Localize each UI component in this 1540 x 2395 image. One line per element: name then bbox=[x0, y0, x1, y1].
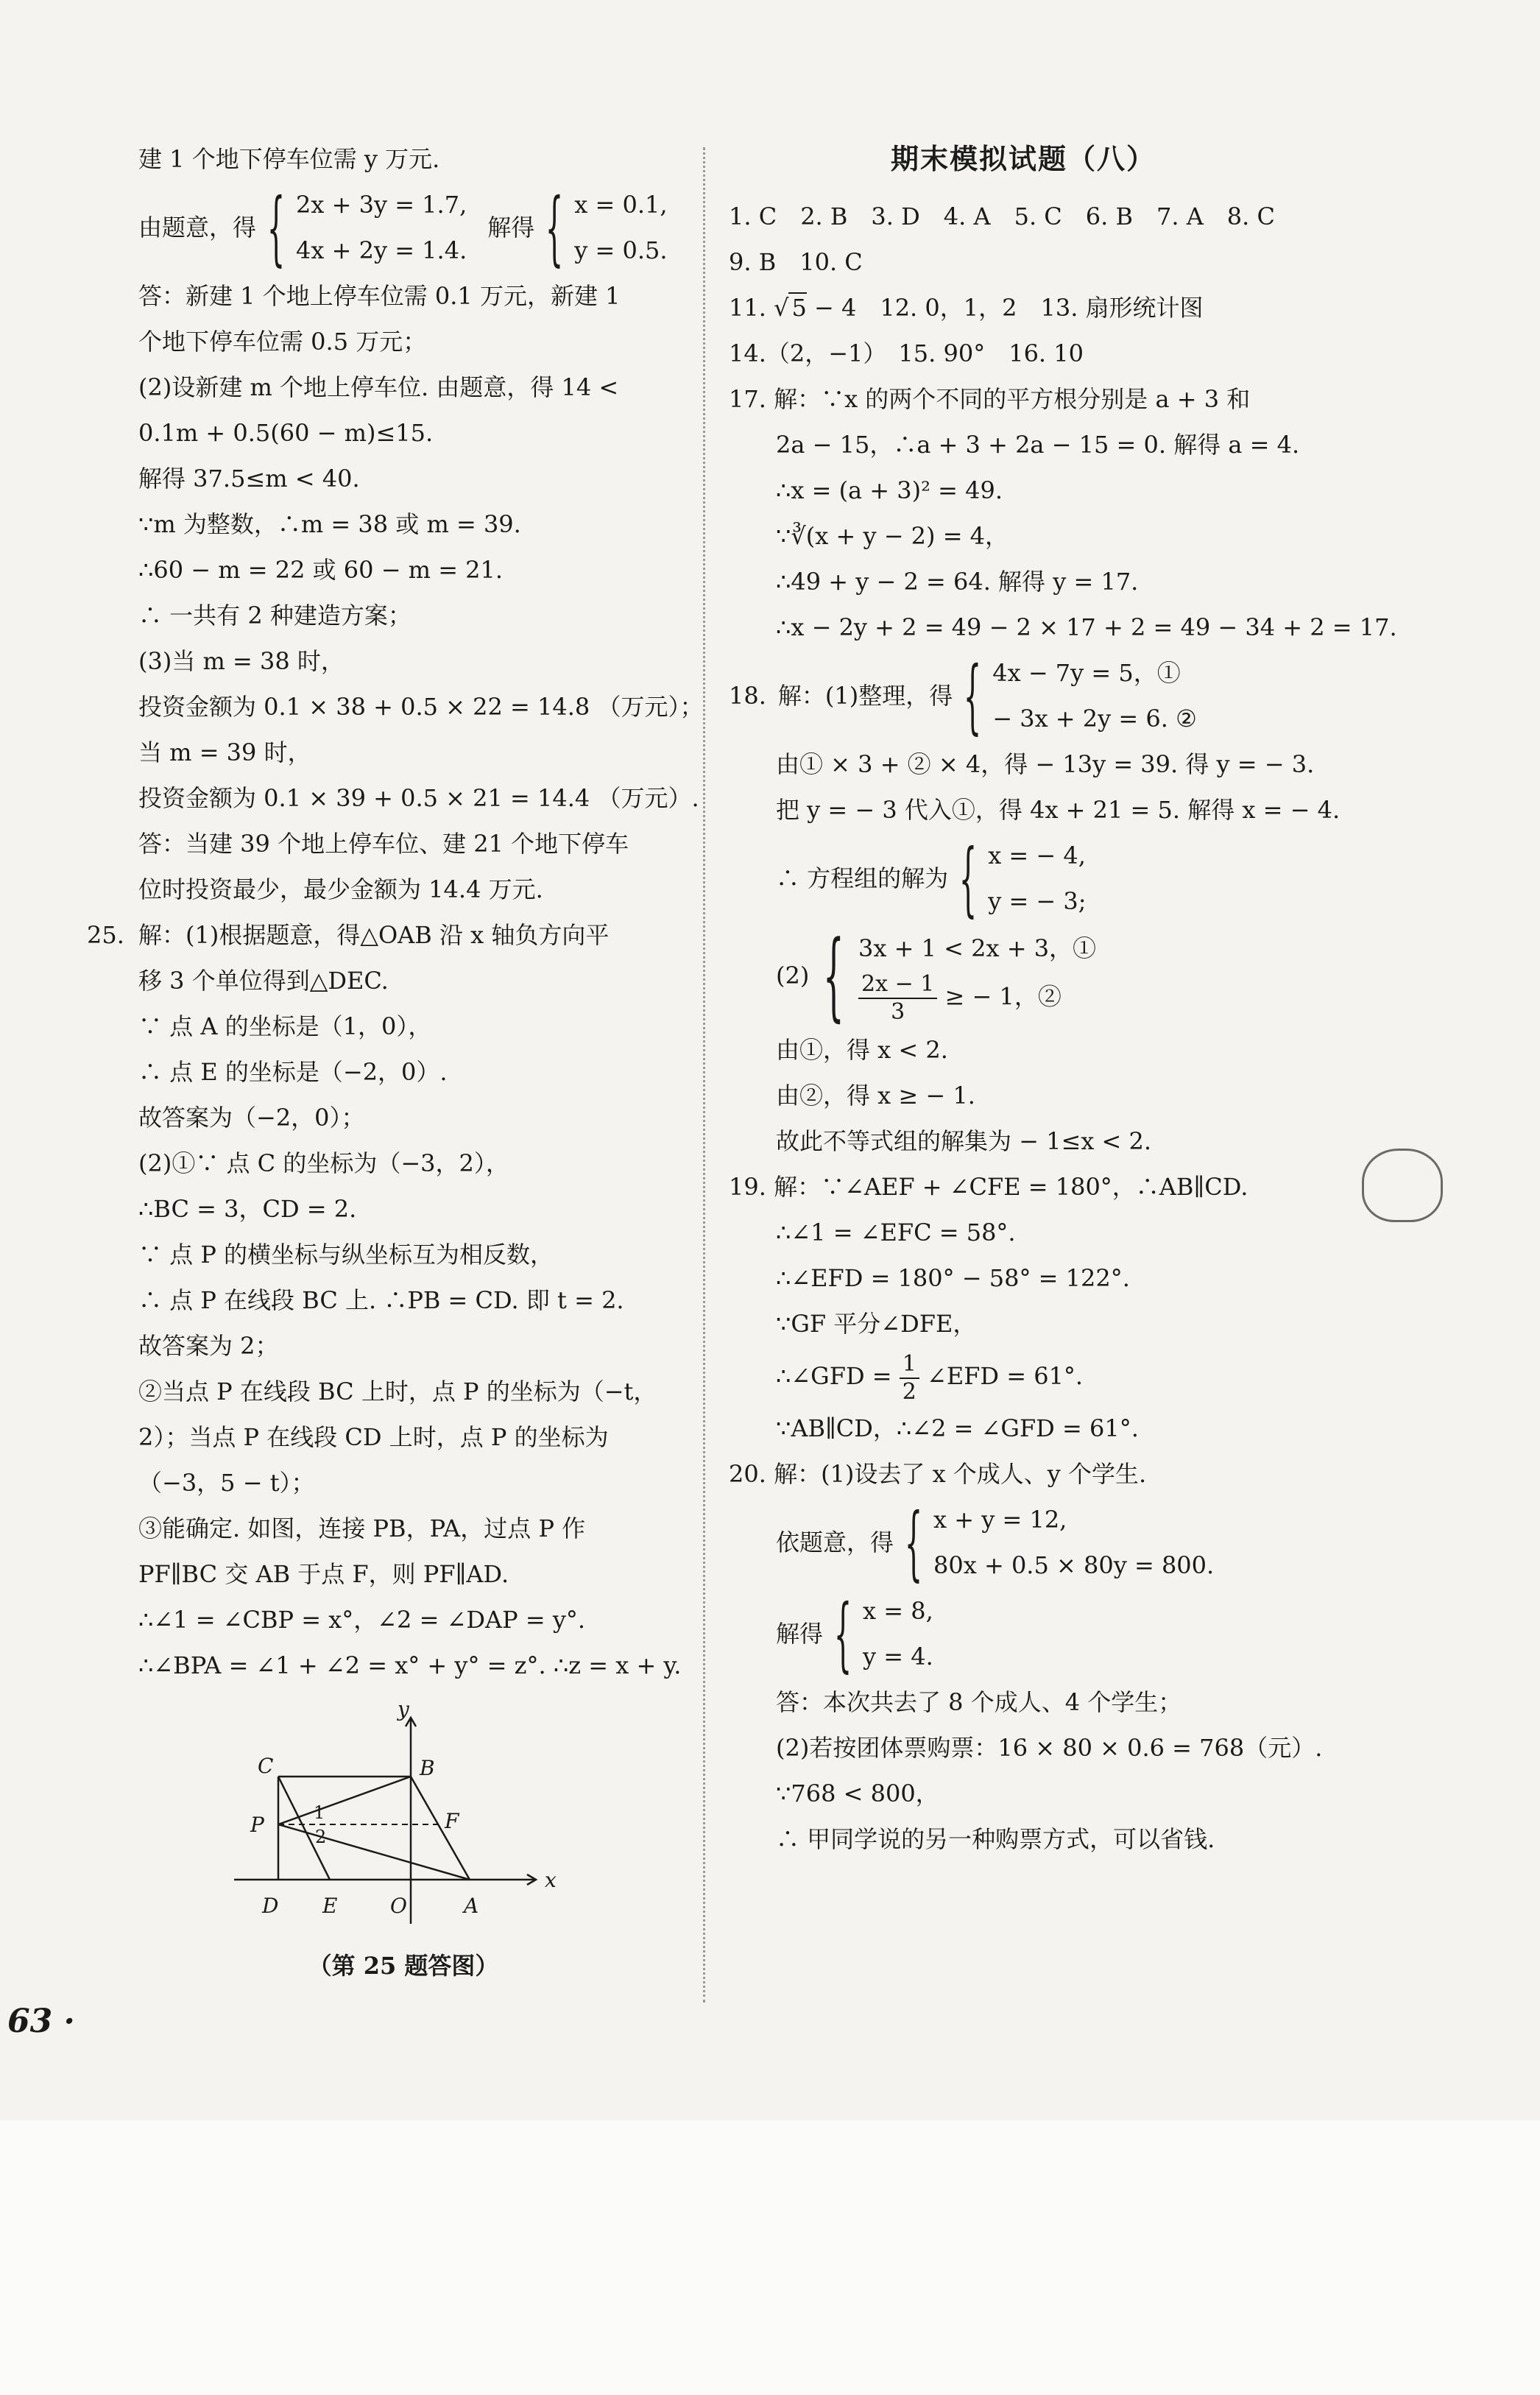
text-line: 由②，得 x ≥ − 1. bbox=[776, 1082, 975, 1110]
equation: 4x + 2y = 1.4. bbox=[296, 236, 467, 264]
text: ∠EFD = 61°. bbox=[919, 1362, 1084, 1390]
text: 11. bbox=[729, 294, 774, 322]
segment-pb bbox=[278, 1777, 411, 1824]
text-line: ③能确定. 如图，连接 PB，PA，过点 P 作 bbox=[138, 1514, 586, 1542]
brace: { bbox=[958, 831, 978, 925]
equation: x = 0.1, bbox=[574, 191, 668, 219]
brace: { bbox=[545, 180, 564, 275]
text: 解：(1)根据题意，得△OAB 沿 x 轴负方向平 bbox=[138, 921, 610, 949]
label-f: F bbox=[445, 1809, 459, 1833]
text-line: 故此不等式组的解集为 − 1≤x < 2. bbox=[776, 1127, 1152, 1155]
text-line: 投资金额为 0.1 × 38 + 0.5 × 22 = 14.8 （万元）； bbox=[138, 693, 704, 721]
equation-system bbox=[138, 182, 668, 273]
blank-margin bbox=[0, 2120, 1540, 2395]
text-line: 由① × 3 + ② × 4，得 − 13y = 39. 得 y = − 3. bbox=[776, 750, 1315, 778]
radicand: 5 bbox=[788, 292, 806, 322]
text-line: ∴ 一共有 2 种建造方案； bbox=[138, 602, 412, 629]
brace: { bbox=[823, 920, 845, 1031]
text-line: 解得 37.5≤m < 40. bbox=[138, 465, 360, 493]
text-line: 故答案为（−2，0）； bbox=[138, 1104, 365, 1132]
text-line: ∵m 为整数，∴m = 38 或 m = 39. bbox=[138, 510, 521, 538]
text-line: 2）；当点 P 在线段 CD 上时，点 P 的坐标为 bbox=[138, 1423, 609, 1451]
text-line: ∴BC = 3，CD = 2. bbox=[138, 1195, 357, 1223]
label-d: D bbox=[262, 1894, 279, 1918]
text: 由题意，得 bbox=[138, 214, 257, 241]
text-line: (2)①∵ 点 C 的坐标为（−3，2）， bbox=[138, 1149, 509, 1177]
text-line: ∴49 + y − 2 = 64. 解得 y = 17. bbox=[776, 568, 1139, 596]
text-line: 由①，得 x < 2. bbox=[776, 1036, 948, 1064]
text-line: 0.1m + 0.5(60 − m)≤15. bbox=[138, 419, 434, 447]
text-line: ∴∠1 = ∠EFC = 58°. bbox=[776, 1218, 1016, 1246]
question-18 bbox=[729, 650, 1318, 741]
text: 依题意，得 bbox=[776, 1528, 894, 1556]
geometry-figure bbox=[227, 1703, 573, 1939]
text: ∴ 方程组的解为 bbox=[776, 864, 949, 892]
brace: { bbox=[904, 1495, 923, 1590]
text-line: 1. C 2. B 3. D 4. A 5. C 6. B 7. A 8. C bbox=[729, 202, 1275, 230]
solution-system bbox=[776, 833, 1318, 924]
text-line: ∴ 点 E 的坐标是（−2，0）. bbox=[138, 1058, 448, 1086]
equation: x = − 4, bbox=[988, 842, 1086, 870]
text-line: ∵GF 平分∠DFE， bbox=[776, 1310, 977, 1338]
equation: 80x + 0.5 × 80y = 800. bbox=[933, 1551, 1215, 1579]
equation: y = 4. bbox=[863, 1643, 933, 1671]
question-number: 25. bbox=[87, 921, 124, 949]
label-e: E bbox=[322, 1894, 338, 1918]
text-line: ∵768 < 800， bbox=[776, 1780, 939, 1807]
text-line: ②当点 P 在线段 BC 上时，点 P 的坐标为（−t， bbox=[138, 1378, 657, 1405]
question-number: 19. bbox=[729, 1173, 766, 1201]
text: 解得 bbox=[776, 1620, 824, 1648]
text-line: 2a − 15，∴a + 3 + 2a − 15 = 0. 解得 a = 4. bbox=[776, 431, 1300, 459]
text-line: 答：本次共去了 8 个成人、4 个学生； bbox=[776, 1688, 1182, 1716]
right-column bbox=[729, 136, 1397, 1862]
question-25 bbox=[87, 912, 668, 958]
stamp-icon bbox=[1362, 1149, 1443, 1222]
text-line: 11. √ 5 − 4 12. 0，1，2 13. 扇形统计图 bbox=[729, 294, 1204, 322]
label-b: B bbox=[420, 1756, 435, 1780]
text-line: 答：当建 39 个地上停车位、建 21 个地下停车 bbox=[138, 830, 629, 858]
text-line: （−3，5 − t）； bbox=[138, 1469, 315, 1497]
equation: y = 0.5. bbox=[574, 236, 668, 264]
text-line: ∴∠BPA = ∠1 + ∠2 = x° + y° = z°. ∴z = x + y. bbox=[138, 1651, 682, 1679]
equation: − 3x + 2y = 6. ② bbox=[992, 705, 1197, 733]
equation: y = − 3; bbox=[988, 887, 1087, 915]
angle-1-label: 1 bbox=[314, 1802, 325, 1823]
text-line bbox=[776, 1347, 1318, 1405]
text-line: PF∥BC 交 AB 于点 F，则 PF∥AD. bbox=[138, 1560, 509, 1588]
text-line: 个地下停车位需 0.5 万元； bbox=[138, 328, 427, 356]
label-c: C bbox=[258, 1754, 274, 1778]
question-number: 18. bbox=[729, 682, 766, 710]
equation: x = 8, bbox=[863, 1597, 933, 1625]
text-line: 故答案为 2； bbox=[138, 1332, 279, 1360]
question-17 bbox=[729, 376, 1318, 422]
equation: 2x + 3y = 1.7, bbox=[296, 191, 467, 219]
inequality: $\frac{2x - 1}{3}$ ≥ − 1，② bbox=[858, 971, 1096, 1026]
text-line: (2)若按团体票购票：16 × 80 × 0.6 = 768（元）. bbox=[776, 1734, 1323, 1762]
text: 解：∵∠AEF + ∠CFE = 180°，∴AB∥CD. bbox=[774, 1173, 1248, 1201]
label-x: x bbox=[545, 1868, 557, 1892]
segment-ba bbox=[411, 1777, 470, 1880]
text-line: 位时投资最少，最少金额为 14.4 万元. bbox=[138, 875, 543, 903]
label-y: y bbox=[398, 1703, 409, 1721]
text-line: ∴∠1 = ∠CBP = x°，∠2 = ∠DAP = y°. bbox=[138, 1606, 586, 1634]
text: 解：∵x 的两个不同的平方根分别是 a + 3 和 bbox=[774, 385, 1251, 413]
coordinate-diagram bbox=[227, 1703, 573, 1939]
label-o: O bbox=[390, 1894, 407, 1918]
question-number: 20. bbox=[729, 1460, 766, 1488]
page-number: 63 · bbox=[7, 2003, 75, 2040]
text-line: ∴x − 2y + 2 = 49 − 2 × 17 + 2 = 49 − 34 + 2 = 17. bbox=[776, 613, 1397, 641]
question-number: 17. bbox=[729, 385, 766, 413]
text-line: (2)设新建 m 个地上停车位. 由题意，得 14 < bbox=[138, 373, 619, 401]
text-line: ∵AB∥CD，∴∠2 = ∠GFD = 61°. bbox=[776, 1414, 1139, 1442]
text: − 4 12. 0，1，2 13. 扇形统计图 bbox=[806, 294, 1204, 322]
text-line: 移 3 个单位得到△DEC. bbox=[138, 967, 389, 995]
text-line: (3)当 m = 38 时， bbox=[138, 647, 345, 675]
text-line: 当 m = 39 时， bbox=[138, 738, 311, 766]
text-line: ∴ 点 P 在线段 BC 上. ∴PB = CD. 即 t = 2. bbox=[138, 1286, 624, 1314]
figure-caption: （第 25 题答图） bbox=[308, 1952, 499, 1980]
fraction: $\frac{1}{2}$ bbox=[900, 1351, 919, 1405]
solution-system bbox=[776, 1588, 1318, 1679]
text-line: 建 1 个地下停车位需 y 万元. bbox=[138, 145, 440, 173]
equation: 4x − 7y = 5，① bbox=[992, 659, 1181, 687]
text-line: ∴∠EFD = 180° − 58° = 122°. bbox=[776, 1264, 1130, 1292]
text-line: 14.（2，−1） 15. 90° 16. 10 bbox=[729, 339, 1084, 367]
text-line: ∴60 − m = 22 或 60 − m = 21. bbox=[138, 556, 504, 584]
text-line: 9. B 10. C bbox=[729, 248, 863, 276]
equation-system bbox=[776, 1497, 1318, 1588]
brace: { bbox=[833, 1587, 852, 1681]
brace: { bbox=[963, 649, 982, 743]
text-line: ∴ 甲同学说的另一种购票方式，可以省钱. bbox=[776, 1825, 1215, 1853]
equation: x + y = 12, bbox=[933, 1506, 1067, 1534]
inequality-system bbox=[776, 920, 1318, 1031]
segment-pa bbox=[278, 1824, 470, 1880]
text: 解：(1)设去了 x 个成人、y 个学生. bbox=[774, 1460, 1147, 1488]
text-line: ∵ 点 A 的坐标是（1，0）， bbox=[138, 1012, 432, 1040]
label-p: P bbox=[250, 1813, 264, 1837]
label-a: A bbox=[464, 1894, 479, 1918]
text-line: ∴x = (a + 3)² = 49. bbox=[776, 476, 1003, 504]
angle-2-label: 2 bbox=[315, 1827, 327, 1847]
question-19 bbox=[729, 1164, 1318, 1210]
text-line: 答：新建 1 个地上停车位需 0.1 万元，新建 1 bbox=[138, 282, 621, 310]
section-title: 期末模拟试题（八） bbox=[890, 142, 1156, 175]
text: 解：(1)整理，得 bbox=[777, 682, 953, 710]
text: (2) bbox=[776, 962, 810, 990]
left-column bbox=[87, 136, 704, 1989]
question-20 bbox=[729, 1451, 1318, 1497]
text-line: 投资金额为 0.1 × 39 + 0.5 × 21 = 14.4 （万元）. bbox=[138, 784, 699, 812]
text: 解得 bbox=[487, 214, 535, 241]
text: ∴∠GFD = bbox=[776, 1362, 900, 1390]
brace: { bbox=[266, 180, 286, 275]
text-line: ∵ 点 P 的横坐标与纵坐标互为相反数， bbox=[138, 1241, 554, 1269]
text-line: 把 y = − 3 代入①，得 4x + 21 = 5. 解得 x = − 4. bbox=[776, 796, 1341, 824]
fraction: $\frac{2x - 1}{3}$ bbox=[858, 971, 937, 1026]
column-divider bbox=[703, 147, 705, 2003]
text-line: ∵∛(x + y − 2) = 4， bbox=[776, 522, 1009, 550]
inequality: 3x + 1 < 2x + 3，① bbox=[858, 934, 1097, 962]
